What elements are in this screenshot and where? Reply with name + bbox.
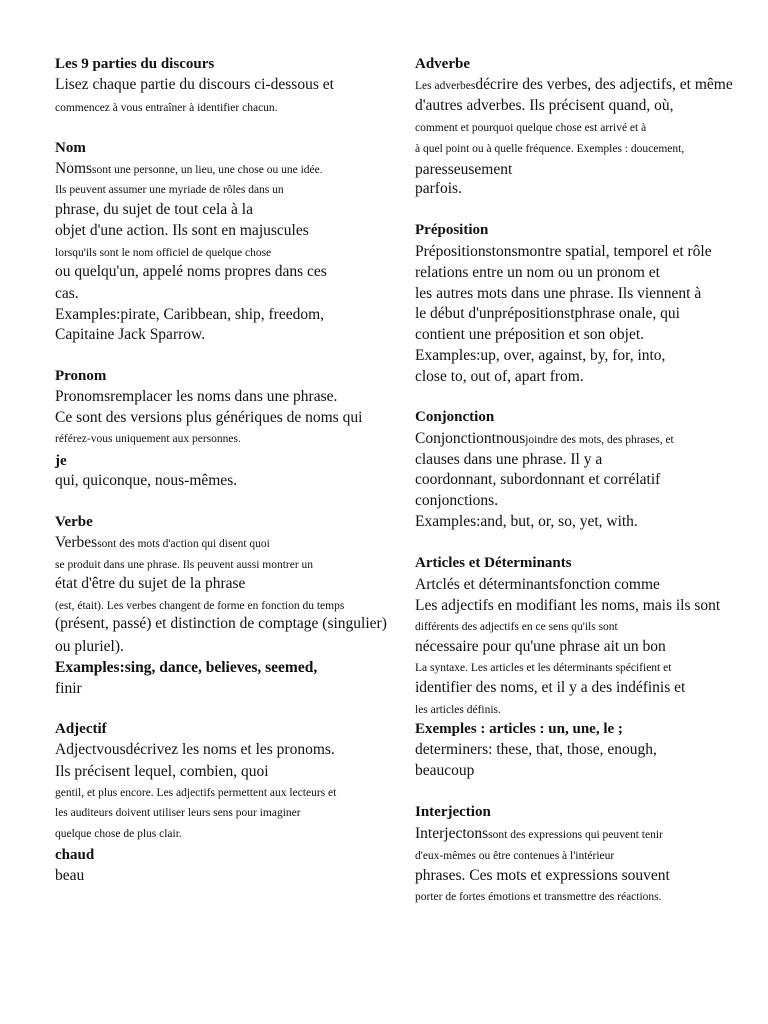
text-line bbox=[55, 597, 344, 613]
text-run: identifier des noms, et il y a des indéfinis et bbox=[415, 679, 686, 696]
text-run: Les adjectifs en modifiant les noms, mais ils sont bbox=[415, 597, 721, 614]
text-run: lorsqu'ils sont le nom officiel de quelque chose bbox=[55, 247, 272, 259]
text-line bbox=[55, 868, 84, 884]
text-run: les autres mots dans une phrase. Ils viennent à bbox=[415, 285, 702, 302]
text-run: Ils peuvent assumer une myriade de rôles dans un bbox=[55, 184, 284, 196]
text-line bbox=[415, 721, 623, 737]
text-line bbox=[415, 431, 674, 447]
text-run: beaucoup bbox=[415, 762, 475, 779]
text-line bbox=[55, 99, 278, 115]
heading-adverbe: Adverbe bbox=[415, 56, 470, 72]
text-run: Lisez chaque partie du discours ci-dessous et bbox=[55, 76, 334, 93]
text-line bbox=[415, 598, 720, 614]
text-run: La syntaxe. Les articles et les déterminants spécifient et bbox=[415, 662, 672, 674]
text-run: parfois. bbox=[415, 180, 462, 197]
text-run: Les adverbes bbox=[415, 80, 476, 92]
text-run: état d'être du sujet de la phrase bbox=[55, 575, 246, 592]
text-run: Ils précisent lequel, combien, quoi bbox=[55, 763, 269, 780]
text-line bbox=[55, 307, 324, 323]
text-line bbox=[55, 473, 237, 489]
heading-articles: Articles et Déterminants bbox=[415, 555, 572, 571]
text-run: ou quelqu'un, appelé noms propres dans ces bbox=[55, 263, 327, 280]
text-line bbox=[415, 327, 644, 343]
text-run: phrases. Ces mots et expressions souvent bbox=[415, 867, 670, 884]
text-line bbox=[415, 348, 665, 364]
text-run: nécessaire pour qu'une phrase ait un bon bbox=[415, 638, 666, 655]
text-line bbox=[55, 389, 337, 405]
text-line bbox=[55, 77, 334, 93]
text-line bbox=[55, 660, 317, 676]
text-line bbox=[415, 119, 646, 135]
text-run: Conjonctiontnous bbox=[415, 430, 526, 447]
text-run: d'autres adverbes. Ils précisent quand, où, bbox=[415, 97, 674, 114]
text-run: sont des expressions qui peuvent tenir bbox=[488, 829, 663, 841]
text-run: Adjectvousdécrivez les noms et les pronoms. bbox=[55, 741, 335, 758]
text-run: Prépositionstonsmontre spatial, temporel et rôle bbox=[415, 243, 712, 260]
heading-verbe: Verbe bbox=[55, 514, 93, 530]
text-run: je bbox=[55, 453, 67, 469]
text-line bbox=[55, 616, 387, 632]
text-line bbox=[55, 453, 67, 469]
text-line bbox=[415, 577, 660, 593]
text-run: conjonctions. bbox=[415, 492, 499, 509]
text-line bbox=[415, 369, 584, 385]
text-line bbox=[55, 681, 82, 697]
text-run: close to, out of, apart from. bbox=[415, 368, 584, 385]
heading-adjectif: Adjectif bbox=[55, 721, 107, 737]
text-run: beau bbox=[55, 867, 85, 884]
text-line bbox=[415, 742, 657, 758]
text-line bbox=[415, 286, 701, 302]
text-run: paresseusement bbox=[415, 161, 513, 178]
text-line bbox=[55, 764, 269, 780]
text-run: quelque chose de plus clair. bbox=[55, 828, 182, 840]
text-run: sont une personne, un lieu, une chose ou une idée. bbox=[92, 164, 323, 176]
text-line bbox=[415, 868, 670, 884]
text-run: cas. bbox=[55, 285, 79, 302]
text-run: commencez à vous entraîner à identifier chacun. bbox=[55, 102, 278, 114]
text-run: contient une préposition et son objet. bbox=[415, 326, 645, 343]
heading-interjection: Interjection bbox=[415, 804, 491, 820]
text-run: (présent, passé) et distinction de comptage (singulier) bbox=[55, 615, 387, 632]
text-run: gentil, et plus encore. Les adjectifs permettent aux lecteurs et bbox=[55, 787, 337, 799]
text-line bbox=[55, 264, 327, 280]
text-line bbox=[55, 639, 124, 655]
text-line bbox=[415, 306, 680, 322]
text-line bbox=[55, 244, 271, 260]
text-line bbox=[415, 659, 671, 675]
text-run: Examples:sing, dance, believes, seemed, bbox=[55, 659, 318, 676]
text-line bbox=[415, 639, 666, 655]
text-line bbox=[415, 701, 501, 717]
text-run: Verbes bbox=[55, 534, 98, 551]
text-run: (est, était). Les verbes changent de forme en fonction du temps bbox=[55, 600, 345, 612]
text-run: phrase, du sujet de tout cela à la bbox=[55, 201, 253, 218]
text-run: d'eux-mêmes ou être contenues à l'intérieur bbox=[415, 850, 615, 862]
text-run: différents des adjectifs en ce sens qu'ils sont bbox=[415, 621, 618, 633]
text-run: les articles définis. bbox=[415, 704, 501, 716]
text-line bbox=[415, 265, 660, 281]
heading-nom: Nom bbox=[55, 140, 86, 156]
text-run: Artclés et déterminantsfonction comme bbox=[415, 576, 660, 593]
text-line bbox=[415, 514, 638, 530]
text-run: référez-vous uniquement aux personnes. bbox=[55, 433, 241, 445]
text-line bbox=[55, 202, 253, 218]
text-line bbox=[415, 493, 498, 509]
text-line bbox=[415, 77, 733, 93]
text-line bbox=[55, 847, 94, 863]
text-line bbox=[55, 825, 182, 841]
text-line bbox=[415, 826, 663, 842]
text-run: sont des mots d'action qui disent quoi bbox=[97, 538, 270, 550]
text-run: porter de fortes émotions et transmettre des réactions. bbox=[415, 891, 662, 903]
text-line bbox=[55, 410, 362, 426]
text-line bbox=[415, 181, 462, 197]
text-run: coordonnant, subordonnant et corrélatif bbox=[415, 471, 661, 488]
text-run: chaud bbox=[55, 847, 95, 863]
text-line bbox=[55, 804, 301, 820]
text-run: Interjectons bbox=[415, 825, 489, 842]
text-run: determiners: these, that, those, enough, bbox=[415, 741, 657, 758]
text-run: Ce sont des versions plus génériques de noms qui bbox=[55, 409, 363, 426]
text-run: Capitaine Jack Sparrow. bbox=[55, 326, 206, 343]
text-run: objet d'une action. Ils sont en majuscules bbox=[55, 222, 309, 239]
text-line bbox=[415, 472, 660, 488]
text-line bbox=[415, 162, 512, 178]
text-run: Pronomsremplacer les noms dans une phrase. bbox=[55, 388, 338, 405]
heading-conjonction: Conjonction bbox=[415, 409, 495, 425]
text-run: finir bbox=[55, 680, 82, 697]
text-line bbox=[55, 576, 245, 592]
text-run: les auditeurs doivent utiliser leurs sens pour imaginer bbox=[55, 807, 301, 819]
text-run: Examples:and, but, or, so, yet, with. bbox=[415, 513, 638, 530]
text-line bbox=[415, 888, 662, 904]
text-line bbox=[415, 140, 684, 156]
text-run: se produit dans une phrase. Ils peuvent aussi montrer un bbox=[55, 559, 314, 571]
heading-title: Les 9 parties du discours bbox=[55, 56, 215, 72]
text-run: décrire des verbes, des adjectifs, et même bbox=[475, 76, 733, 93]
text-run: relations entre un nom ou un pronom et bbox=[415, 264, 660, 281]
text-line bbox=[415, 763, 474, 779]
text-line bbox=[55, 535, 270, 551]
text-line bbox=[415, 618, 618, 634]
text-run: Exemples : articles : un, une, le ; bbox=[415, 721, 623, 737]
text-line bbox=[415, 847, 614, 863]
text-run: Examples:up, over, against, by, for, into, bbox=[415, 347, 666, 364]
text-line bbox=[55, 327, 205, 343]
text-run: phrase onale, qui bbox=[574, 305, 680, 322]
text-line bbox=[55, 784, 336, 800]
text-run: comment et pourquoi quelque chose est arrivé et à bbox=[415, 122, 647, 134]
text-line bbox=[415, 244, 712, 260]
text-line bbox=[55, 556, 313, 572]
text-run: ou pluriel). bbox=[55, 638, 124, 655]
text-run: joindre des mots, des phrases, et bbox=[525, 434, 674, 446]
text-line bbox=[55, 430, 241, 446]
heading-pronom: Pronom bbox=[55, 368, 107, 384]
text-line bbox=[55, 742, 335, 758]
text-line bbox=[55, 223, 309, 239]
text-line bbox=[415, 98, 673, 114]
text-line bbox=[415, 680, 685, 696]
text-run: clauses dans une phrase. Il y a bbox=[415, 451, 603, 468]
text-run: Noms bbox=[55, 160, 93, 177]
text-line bbox=[55, 181, 284, 197]
heading-preposition: Préposition bbox=[415, 222, 489, 238]
text-run: le début d'unprépositionst bbox=[415, 305, 575, 322]
text-run: qui, quiconque, nous-mêmes. bbox=[55, 472, 238, 489]
text-line bbox=[55, 286, 79, 302]
text-line bbox=[415, 452, 602, 468]
text-run: à quel point ou à quelle fréquence. Exemples : doucement, bbox=[415, 143, 685, 155]
text-line bbox=[55, 161, 323, 177]
text-run: Examples:pirate, Caribbean, ship, freedom, bbox=[55, 306, 325, 323]
